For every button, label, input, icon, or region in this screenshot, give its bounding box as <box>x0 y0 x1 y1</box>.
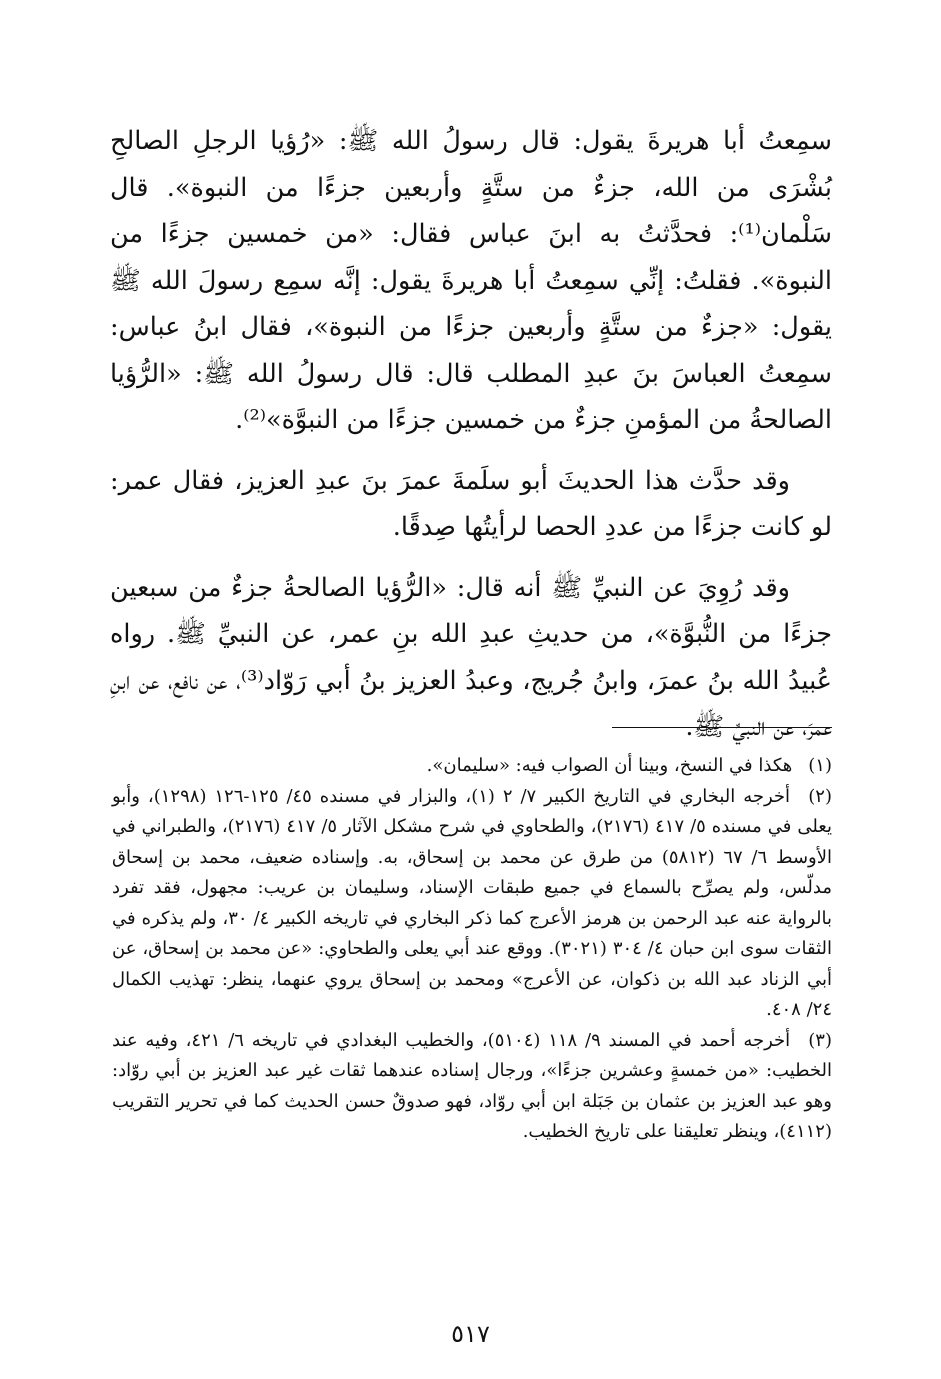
footnote-number: (١) <box>808 755 832 776</box>
footnote-text: أخرجه أحمد في المسند ٩/ ١١٨ (٥١٠٤)، والخطيب البغدادي في تاريخه ٦/ ٤٢١، وفيه عند الخطيب: «من خمسةٍ وعشرين جزءًا»، ورجال إسناده عندهما ثقات غير عبد العزيز بن أبي روّاد: وهو عبد العزيز بن عثمان بن جَبَلة ابن أبي روّاد، فهو صدوقٌ حسن الحديث كما في تحرير التقريب (٤١١٢)، وينظر تعليقنا على تاريخ الخطيب. <box>112 1029 832 1142</box>
footnote-text: أخرجه البخاري في التاريخ الكبير ٧/ ٢ (١)، والبزار في مسنده ٤٥/ ١٢٥-١٢٦ (١٢٩٨)، وأبو يعلى في مسنده ٥/ ٤١٧ (٢١٧٦)، والطحاوي في شرح مشكل الآثار ٥/ ٤١٧ (٢١٧٦)، والطبراني في الأوسط ٦/ ٦٧ (٥٨١٢) من طرق عن محمد بن إسحاق، به. وإسناده ضعيف، محمد بن إسحاق مدلّس، ولم يصرِّح بالسماع في جميع طبقات الإسناد، وسليمان بن عريب: مجهول، فقد تفرد بالرواية عنه عبد الرحمن بن هرمز الأعرج كما ذكر البخاري في تاريخه الكبير ٤/ ٣٠، ولم يذكره في الثقات سوى ابن حبان ٤/ ٣٠٤ (٣٠٢١). ووقع عند أبي يعلى والطحاوي: «عن محمد بن إسحاق، عن أبي الزناد عبد الله بن ذكوان، عن الأعرج» ومحمد بن إسحاق يروي عنهما، ينظر: تهذيب الكمال ٢٤/ ٤٠٨. <box>112 785 832 1020</box>
footnote-text: هكذا في النسخ، وبينا أن الصواب فيه: «سليمان». <box>426 755 793 776</box>
footnote-number: (٣) <box>808 1029 832 1051</box>
footnote-separator <box>612 727 832 728</box>
footnote-number: (٢) <box>808 785 832 807</box>
main-text-block <box>110 118 832 765</box>
footnote-2 <box>112 782 832 1026</box>
footnote-3 <box>112 1026 832 1148</box>
body-text <box>110 118 832 751</box>
paragraph-1: سمِعتُ أبا هريرةَ يقول: قال رسولُ الله ﷺ: «رُؤيا الرجلِ الصالحِ بُشْرَى من الله، جزءٌ من ستَّةٍ وأربعين جزءًا من النبوة». قال سَلْمان⁽¹⁾: فحدَّثتُ به ابنَ عباس فقال: «من خمسين جزءًا من النبوة». فقلتُ: إنِّي سمِعتُ أبا هريرةَ يقول: إنَّه سمِع رسولَ الله ﷺ يقول: «جزءٌ من ستَّةٍ وأربعين جزءًا من النبوة»، فقال ابنُ عباس: سمِعتُ العباسَ بنَ عبدِ المطلب قال: قال رسولُ الله ﷺ: «الرُّؤيا الصالحةُ من المؤمنِ جزءٌ من خمسين جزءًا من النبوَّة»⁽²⁾. <box>110 126 832 435</box>
paragraph-2: وقد حدَّث هذا الحديثَ أبو سلَمةَ عمرَ بنَ عبدِ العزيز، فقال عمر: لو كانت جزءًا من عددِ الحصا لرأيتُها صِدقًا. <box>110 465 832 542</box>
footnote-1 <box>112 751 832 782</box>
page-number: ٥١٧ <box>451 1320 490 1348</box>
paragraph-3: وقد رُوِيَ عن النبيِّ ﷺ أنه قال: «الرُّؤيا الصالحةُ جزءٌ من سبعين جزءًا من النُّبوَّة»، من حديثِ عبدِ الله بنِ عمر، عن النبيِّ ﷺ. رواه عُبيدُ الله بنُ عمرَ، وابنُ جُريج، وعبدُ العزيز بنُ أبي رَوّاد⁽³⁾، عن نافع، عن ابنِ عمرَ، عن النبيِّ ﷺ. <box>110 572 833 742</box>
footnotes-section <box>112 751 832 1148</box>
